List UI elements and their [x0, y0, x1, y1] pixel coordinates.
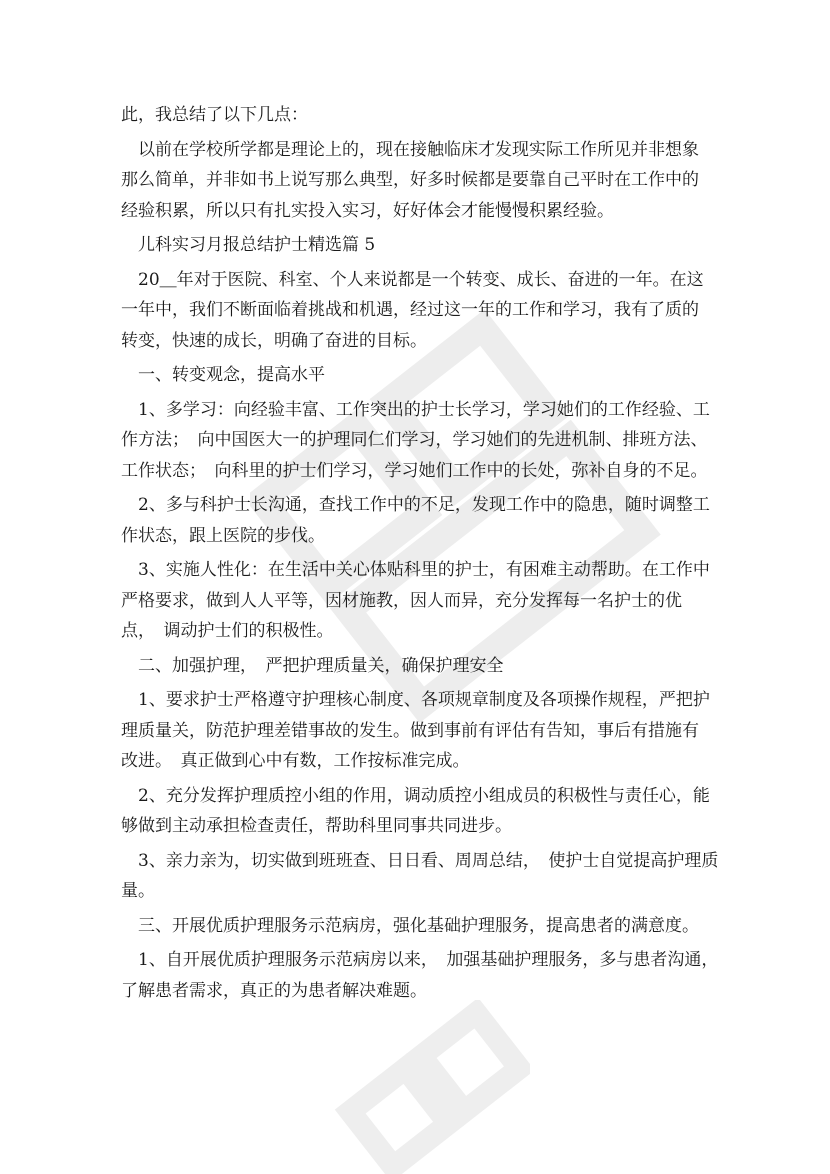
text-line: 作方法； 向中国医大一的护理同仁们学习，学习她们的先进机制、排班方法、 — [121, 430, 708, 450]
text-line: 改进。 真正做到心中有数，工作按标准完成。 — [121, 751, 470, 771]
text-line: 3、实施人性化：在生活中关心体贴科里的护士，有困难主动帮助。在工作中 — [121, 560, 710, 580]
watermark-stamp-bottom — [330, 1000, 530, 1174]
text-line: 3、亲力亲为，切实做到班班查、日日看、周周总结， 使护士自觉提高护理质 — [121, 850, 719, 871]
text-line: 工作状态； 向科里的护士们学习，学习她们工作中的长处，弥补自身的不足。 — [121, 460, 708, 481]
text-line: 转变，快速的成长，明确了奋进的目标。 — [121, 330, 427, 351]
section-heading: 二、加强护理， 严把护理质量关，确保护理安全 — [121, 655, 504, 676]
text-line: 此，我总结了以下几点： — [121, 105, 308, 125]
text-line: 1、自开展优质护理服务示范病房以来， 加强基础护理服务，多与患者沟通， — [121, 950, 719, 970]
section-heading: 三、开展优质护理服务示范病房，强化基础护理服务，提高患者的满意度。 — [121, 915, 699, 936]
document-body — [121, 100, 719, 1006]
section-heading: 一、转变观念，提高水平 — [121, 365, 325, 385]
text-line: 一年中，我们不断面临着挑战和机遇，经过这一年的工作和学习，我有了质的 — [121, 300, 699, 320]
text-line: 1、多学习：向经验丰富、工作突出的护士长学习，学习她们的工作经验、工 — [121, 399, 710, 420]
text-line: 理质量关，防范护理差错事故的发生。做到事前有评估有告知，事后有措施有 — [121, 720, 699, 741]
text-line: 作状态，跟上医院的步伐。 — [121, 525, 325, 546]
text-line: 20＿年对于医院、科室、个人来说都是一个转变、成长、奋进的一年。在这 — [121, 269, 704, 290]
text-line: 点， 调动护士们的积极性。 — [121, 621, 334, 641]
text-line: 2、充分发挥护理质控小组的作用，调动质控小组成员的积极性与责任心，能 — [121, 785, 710, 806]
text-line: 以前在学校所学都是理论上的，现在接触临床才发现实际工作所见并非想象 — [121, 139, 699, 160]
text-line: 量。 — [121, 881, 155, 901]
text-line: 严格要求，做到人人平等，因材施教，因人而异，充分发挥每一名护士的优 — [121, 590, 682, 611]
section-title: 儿科实习月报总结护士精选篇 5 — [121, 235, 376, 255]
text-line: 1、要求护士严格遵守护理核心制度、各项规章制度及各项操作规程，严把护 — [121, 690, 710, 710]
text-line: 2、多与科护士长沟通，查找工作中的不足，发现工作中的隐患，随时调整工 — [121, 495, 710, 515]
text-line: 经验积累，所以只有扎实投入实习，好好体会才能慢慢积累经验。 — [121, 200, 614, 221]
text-line: 够做到主动承担检查责任，帮助科里同事共同进步。 — [121, 816, 512, 836]
text-line: 了解患者需求，真正的为患者解决难题。 — [121, 980, 427, 1001]
text-line: 那么简单，并非如书上说写那么典型，好多时候都是要靠自己平时在工作中的 — [121, 170, 699, 190]
